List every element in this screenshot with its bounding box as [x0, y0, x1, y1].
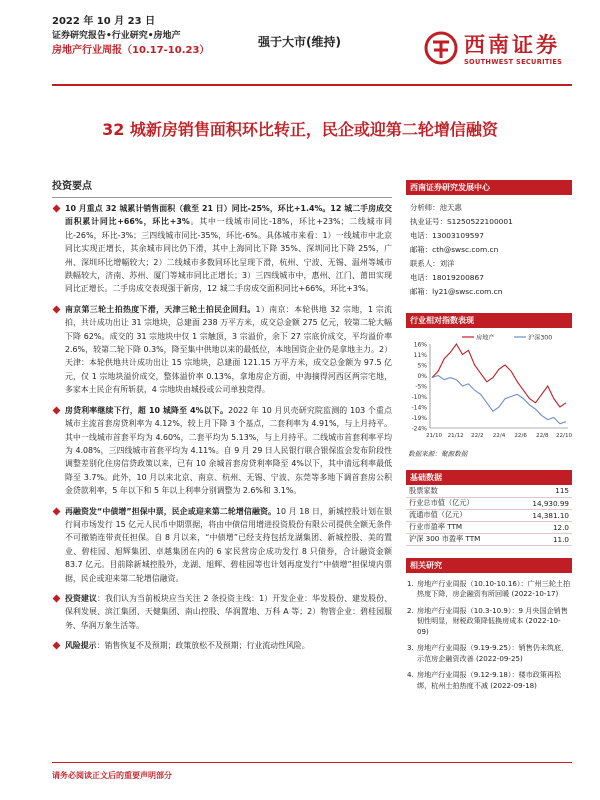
paragraph-lead: 投资建议	[65, 593, 97, 603]
related-report-item[interactable]	[406, 670, 572, 691]
analyst-line: 邮箱：ly21@swsc.com.cn	[410, 287, 503, 296]
logo-text-cn: 西南证券	[464, 33, 560, 57]
related-item-text: 房地产行业周报（10.10-10.16）：广州三轮土拍热度下降，房企融资有所回暖 (2022-10-17)	[417, 578, 571, 599]
paragraph-text: 2022 年 10 月贝壳研究院监测的 103 个重点城市主流首套房贷利率为 4.12%，较上月下降 3 个基点，二套利率为 4.91%，与上月持平。其中一线城市首套平均为 4.60%，二套平均为 5.13%，与上月持平。二线城市首套利率平均为 4.08%，三四线城市首套平均为 4.11%。自 9 月 29 日人民银行联合银保监会发布阶段性调整差别化住房信贷政策以来，已有 10 余城首套房贷利率降至 4%以下，其中清远利率最低降至 3.7%。此外，10 月以来北京、南京、杭州、无锡、宁波、东莞等多地下调首套房公积金贷款利率，5 年以下和 5 年以上利率分别调整为 2.6%和 3.1%。	[65, 405, 392, 496]
x-tick-label: 22/8	[536, 433, 549, 439]
investment-paragraph	[52, 505, 392, 585]
footer-divider	[52, 762, 572, 763]
relative-index-chart	[406, 328, 572, 446]
chart-title: 行业相对指数表现	[406, 313, 572, 328]
investment-paragraph	[52, 404, 392, 498]
related-item-text: 房地产行业周报（10.3-10.9）：9 月央国企销售韧性明显，财税政策降低换房成本 (2022-10-09)	[417, 605, 568, 636]
bullet-diamond-icon	[53, 205, 61, 213]
sidebar	[406, 180, 572, 691]
y-tick-label: 0%	[417, 373, 427, 380]
basic-data-label: 流通市值（亿元）	[409, 510, 467, 520]
basic-data-table	[406, 485, 572, 546]
legend-label: 沪深300	[528, 334, 553, 342]
investment-paragraph	[52, 592, 392, 632]
section-divider	[52, 197, 392, 198]
paragraph-text: ：销售恢复不及预期；政策放松不及预期；行业流动性风险。	[96, 641, 310, 651]
y-tick-label: -14%	[411, 404, 427, 412]
chart-section	[406, 313, 572, 458]
paragraph-lead: 南京第三轮土拍热度下滑，天津三轮土拍民企回归。	[65, 304, 256, 314]
chart-source: 数据来源：聚源数据	[408, 450, 468, 458]
related-report-item[interactable]	[406, 579, 572, 600]
paragraph-text: 1）南京：本轮供地 32 宗地，1 宗流拍，共计成功出让 31 宗地块，总建面 238 万平方米，成交总金额 275 亿元，较第二轮大幅下降 62%。成交的 31 宗地块中仅 1 宗触顶，3 宗溢价，余下 27 宗底价成交，平均溢价率 2.6%，较第二轮下降 0.3%，降至集中供地以来的最低位，本地国资企业仍是拿地主力。2）天津：本轮供地共计成功出让 15 宗地块，总建面 121.15 万平方米，成交总金额为 97.5 亿元，仅 1 宗地块溢价成交，整体溢价率 0.13%，拿地房企方面，中海摘得河西区两宗宅地，多家本土民企有所斩获，4 宗地块由城投或公司单独竞得。	[65, 304, 392, 395]
basic-data-row	[406, 509, 572, 521]
logo-text-en: SOUTHWEST SECURITIES	[464, 58, 563, 66]
investment-section	[52, 180, 392, 660]
paragraph-lead: 风险提示	[65, 641, 97, 651]
related-item-number: 4.	[407, 670, 414, 680]
paragraph-text: 10 月 18 日，新城控股计划在银行间市场发行 15 亿元人民币中期票据，将由中债信用增进投资股份有限公司提供全额无条件不可撤销连带责任担保。自 8 月以来，“中债增”已经支持包括龙湖集团、新城控股、美的置业、碧桂园、旭辉集团、卓越集团在内的 6 家民营房企成功发行 8 只债券，合计融资金额 83.7 亿元。目前除新城控股外，龙湖、旭辉、碧桂园等也计划再度发行“中债增”担保境内票据，民企或迎来第二轮增信融资。	[65, 506, 392, 583]
paragraph-lead: 再融资发“中债增”担保中票，民企或迎来第二轮增信融资。	[65, 506, 276, 516]
company-logo	[424, 25, 574, 77]
bullet-diamond-icon	[53, 406, 61, 414]
analyst-line: 电话：13003109597	[410, 231, 484, 240]
series-line-1	[432, 376, 566, 424]
report-date: 2022 年 10 月 23 日	[52, 16, 156, 27]
related-item-number: 1.	[407, 578, 414, 588]
report-category: 证券研究报告•行业研究•房地产	[52, 31, 181, 41]
analyst-line: 联系人：刘洋	[410, 259, 455, 268]
investment-paragraph	[52, 639, 392, 652]
x-tick-label: 21/12	[447, 433, 464, 439]
y-tick-label: -19%	[411, 415, 427, 422]
basic-data-title: 基础数据	[406, 470, 572, 485]
bullet-diamond-icon	[53, 595, 61, 603]
y-tick-label: 5%	[417, 362, 427, 370]
header-divider	[52, 84, 572, 86]
related-item-text: 房地产行业周报（9.12-9.18）：楼市政策再松绑，杭州土拍热度不减 (2022-09-18)	[417, 670, 562, 690]
report-title: 32 城新房销售面积环比转正，民企或迎第二轮增信融资	[102, 120, 498, 139]
y-tick-label: -5%	[415, 383, 427, 391]
legend-label: 房地产	[476, 334, 495, 342]
y-tick-label: 11%	[413, 352, 427, 359]
series-line-0	[432, 344, 566, 407]
basic-data-section	[406, 470, 572, 546]
investment-label: 投资要点	[52, 181, 92, 192]
paragraph-lead: 房贷利率继续下行，超 10 城降至 4%以下。	[65, 405, 229, 415]
basic-data-row	[406, 497, 572, 509]
related-item-number: 3.	[407, 643, 414, 653]
investment-paragraph	[52, 303, 392, 397]
related-section	[406, 558, 572, 692]
x-tick-label: 21/10	[425, 433, 443, 439]
basic-data-label: 沪深 300 市盈率 TTM	[409, 534, 481, 544]
bullet-diamond-icon	[53, 305, 61, 313]
y-tick-label: -24%	[411, 425, 427, 433]
x-tick-label: 22/4	[492, 433, 506, 439]
paragraph-text: ：我们认为当前板块应当关注 2 条投资主线：1）开发企业：华发股份、建发股份、保利发展、滨江集团、天健集团、南山控股、华润置地、万科 A 等；2）物管企业：碧桂园服务、华润万象生活等。	[65, 593, 392, 630]
paragraph-text: 。其中一线城市同比-18%，环比+23%；二线城市同比-26%，环比-3%；三四线城市同比-35%，环比-6%。具体城市来看：1）一线城市中北京同比实现正增长，其余城市同比仍下滑，其中上海同比下降 35%、深圳同比下降 25%，广州、深圳环比增幅较大；2）二线城市多数同环比呈现下滑，杭州、宁波、无锡、温州等城市跌幅较大，济南、苏州、厦门等城市同比正增长；3）三四线城市中，惠州、江门、莆田实现同比正增长。二手房成交表现强于新房，12 城二手房成交面积同比+66%，环比+3%。	[65, 217, 392, 294]
related-title: 相关研究	[406, 558, 572, 573]
analyst-info	[406, 195, 572, 303]
analyst-line: 邮箱：cth@swsc.com.cn	[410, 245, 499, 254]
basic-data-label: 行业总市值（亿元）	[409, 498, 474, 508]
related-item-text: 房地产行业周报（9.19-9.25）：销售仍未筑底，示范房企融资改善 (2022-09-25)	[417, 643, 569, 663]
related-report-item[interactable]	[406, 606, 572, 638]
analyst-line: 电话：18019200867	[410, 273, 484, 282]
x-tick-label: 22/6	[514, 433, 527, 439]
basic-data-value: 115	[555, 486, 569, 496]
x-tick-label: 22/2	[471, 433, 484, 439]
bullet-diamond-icon	[53, 642, 61, 650]
related-report-item[interactable]	[406, 643, 572, 664]
footer-note: 请务必阅读正文后的重要声明部分	[52, 771, 172, 780]
basic-data-value: 12.0	[552, 522, 569, 532]
basic-data-value: 14,381.10	[532, 510, 569, 520]
basic-data-label: 行业市盈率 TTM	[409, 522, 463, 532]
basic-data-row	[406, 485, 572, 497]
analyst-box-title: 西南证券研究发展中心	[406, 180, 572, 195]
logo-mark-icon	[424, 31, 458, 65]
basic-data-label: 股票家数	[409, 485, 438, 495]
industry-rating: 强于大市(维持)	[258, 35, 341, 49]
related-list	[406, 579, 572, 692]
paragraph-lead: 10 月重点 32 城累计销售面积（截至 21 日）同比-25%，环比+1.4%。12 城二手房成交面积累计同比+66%，环比+3%	[65, 204, 392, 227]
basic-data-value: 14,930.99	[532, 498, 569, 508]
basic-data-value: 11.0	[552, 534, 569, 544]
basic-data-row	[406, 521, 572, 533]
related-item-number: 2.	[407, 605, 414, 615]
y-tick-label: -10%	[411, 394, 427, 401]
investment-paragraph	[52, 202, 392, 296]
report-weekly: 房地产行业周报（10.17-10.23）	[52, 45, 210, 56]
basic-data-row	[406, 533, 572, 545]
analyst-line: 分析师：池天惠	[410, 203, 462, 212]
report-meta	[52, 15, 282, 59]
analyst-line: 执业证号：S1250522100001	[410, 217, 513, 226]
y-tick-label: 16%	[413, 341, 427, 349]
x-tick-label: 22/10	[555, 433, 572, 439]
bullet-diamond-icon	[53, 507, 61, 515]
investment-paragraphs	[52, 202, 392, 653]
